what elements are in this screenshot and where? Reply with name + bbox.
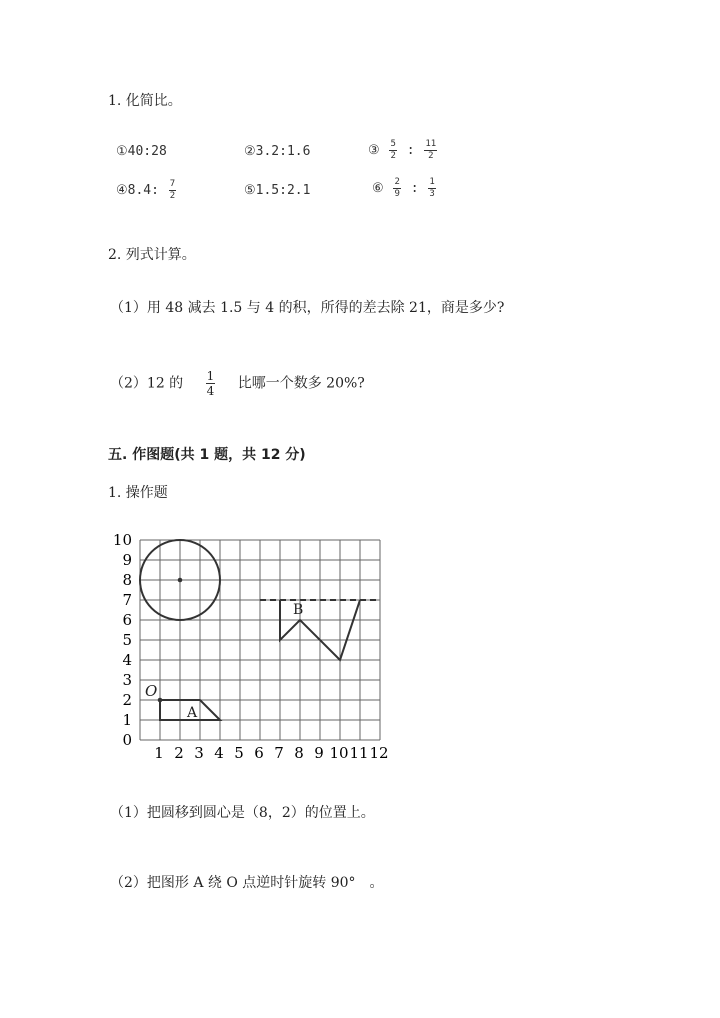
circle-center-dot [178, 578, 183, 583]
x-tick-label: 5 [234, 744, 244, 762]
question-2-part-1: （1）用 48 减去 1.5 与 4 的积，所得的差去除 21，商是多少? [110, 300, 505, 316]
fraction-2-9: $\frac{2}{9}$ [394, 177, 400, 199]
question-2-title: 2. 列式计算。 [108, 247, 196, 263]
item-2: ②3.2:1.6 [244, 144, 311, 159]
fraction-7-2: $\frac{7}{2}$ [169, 179, 176, 201]
y-tick-label: 3 [122, 671, 132, 689]
item-3-label: ③ [368, 143, 380, 158]
y-tick-label: 10 [112, 531, 132, 549]
y-tick-label: 6 [122, 611, 132, 629]
y-tick-label: 4 [122, 651, 132, 669]
x-tick-label: 11 [349, 744, 369, 762]
y-tick-label: 7 [122, 591, 132, 609]
item-4: ④8.4: $\frac{7}{2}$ [116, 179, 176, 201]
x-tick-label: 1 [154, 744, 164, 762]
item-3: ③ $\frac{5}{2}$ : $\frac{11}{2}$ [368, 139, 437, 161]
shape-a-label: A [187, 705, 198, 721]
x-tick-label: 2 [174, 744, 184, 762]
y-tick-label: 9 [122, 551, 132, 569]
fraction-11-2: $\frac{11}{2}$ [425, 139, 437, 161]
x-tick-label: 10 [329, 744, 349, 762]
x-tick-label: 12 [369, 744, 389, 762]
y-tick-label: 0 [122, 731, 132, 749]
x-tick-label: 7 [274, 744, 284, 762]
x-tick-label: 6 [254, 744, 264, 762]
x-tick-label: 9 [314, 744, 324, 762]
x-tick-label: 4 [214, 744, 224, 762]
shape-b-label: B [293, 602, 304, 618]
x-tick-label: 3 [194, 744, 204, 762]
fraction-5-2: $\frac{5}{2}$ [390, 139, 396, 161]
fraction-1-3: $\frac{1}{3}$ [429, 177, 435, 199]
item-1: ①40:28 [116, 144, 167, 159]
question-2-part-2: （2）12 的 $\frac{1}{4}$ 比哪一个数多 20%? [110, 369, 365, 398]
y-tick-label: 8 [122, 571, 132, 589]
section-5-heading: 五. 作图题(共 1 题，共 12 分) [108, 447, 306, 463]
section-5-sub-2: （2）把图形 A 绕 O 点逆时针旋转 90° 。 [110, 875, 384, 891]
point-o-dot [158, 698, 163, 703]
x-tick-label: 8 [294, 744, 304, 762]
y-axis-labels [113, 531, 132, 749]
x-axis-labels [154, 744, 388, 762]
section-5-question-title: 1. 操作题 [108, 485, 168, 501]
section-5-sub-1: （1）把圆移到圆心是（8，2）的位置上。 [110, 805, 375, 821]
question-1-title: 1. 化简比。 [108, 93, 182, 109]
item-5: ⑤1.5:2.1 [244, 183, 311, 198]
coordinate-grid [100, 528, 400, 768]
point-o-label: O [145, 682, 158, 700]
grid-lines [140, 540, 380, 740]
y-tick-label: 2 [122, 691, 132, 709]
y-tick-label: 5 [122, 631, 132, 649]
fraction-1-4: $\frac{1}{4}$ [206, 369, 215, 398]
item-6: ⑥ $\frac{2}{9}$ : $\frac{1}{3}$ [372, 177, 435, 199]
y-tick-label: 1 [122, 711, 132, 729]
